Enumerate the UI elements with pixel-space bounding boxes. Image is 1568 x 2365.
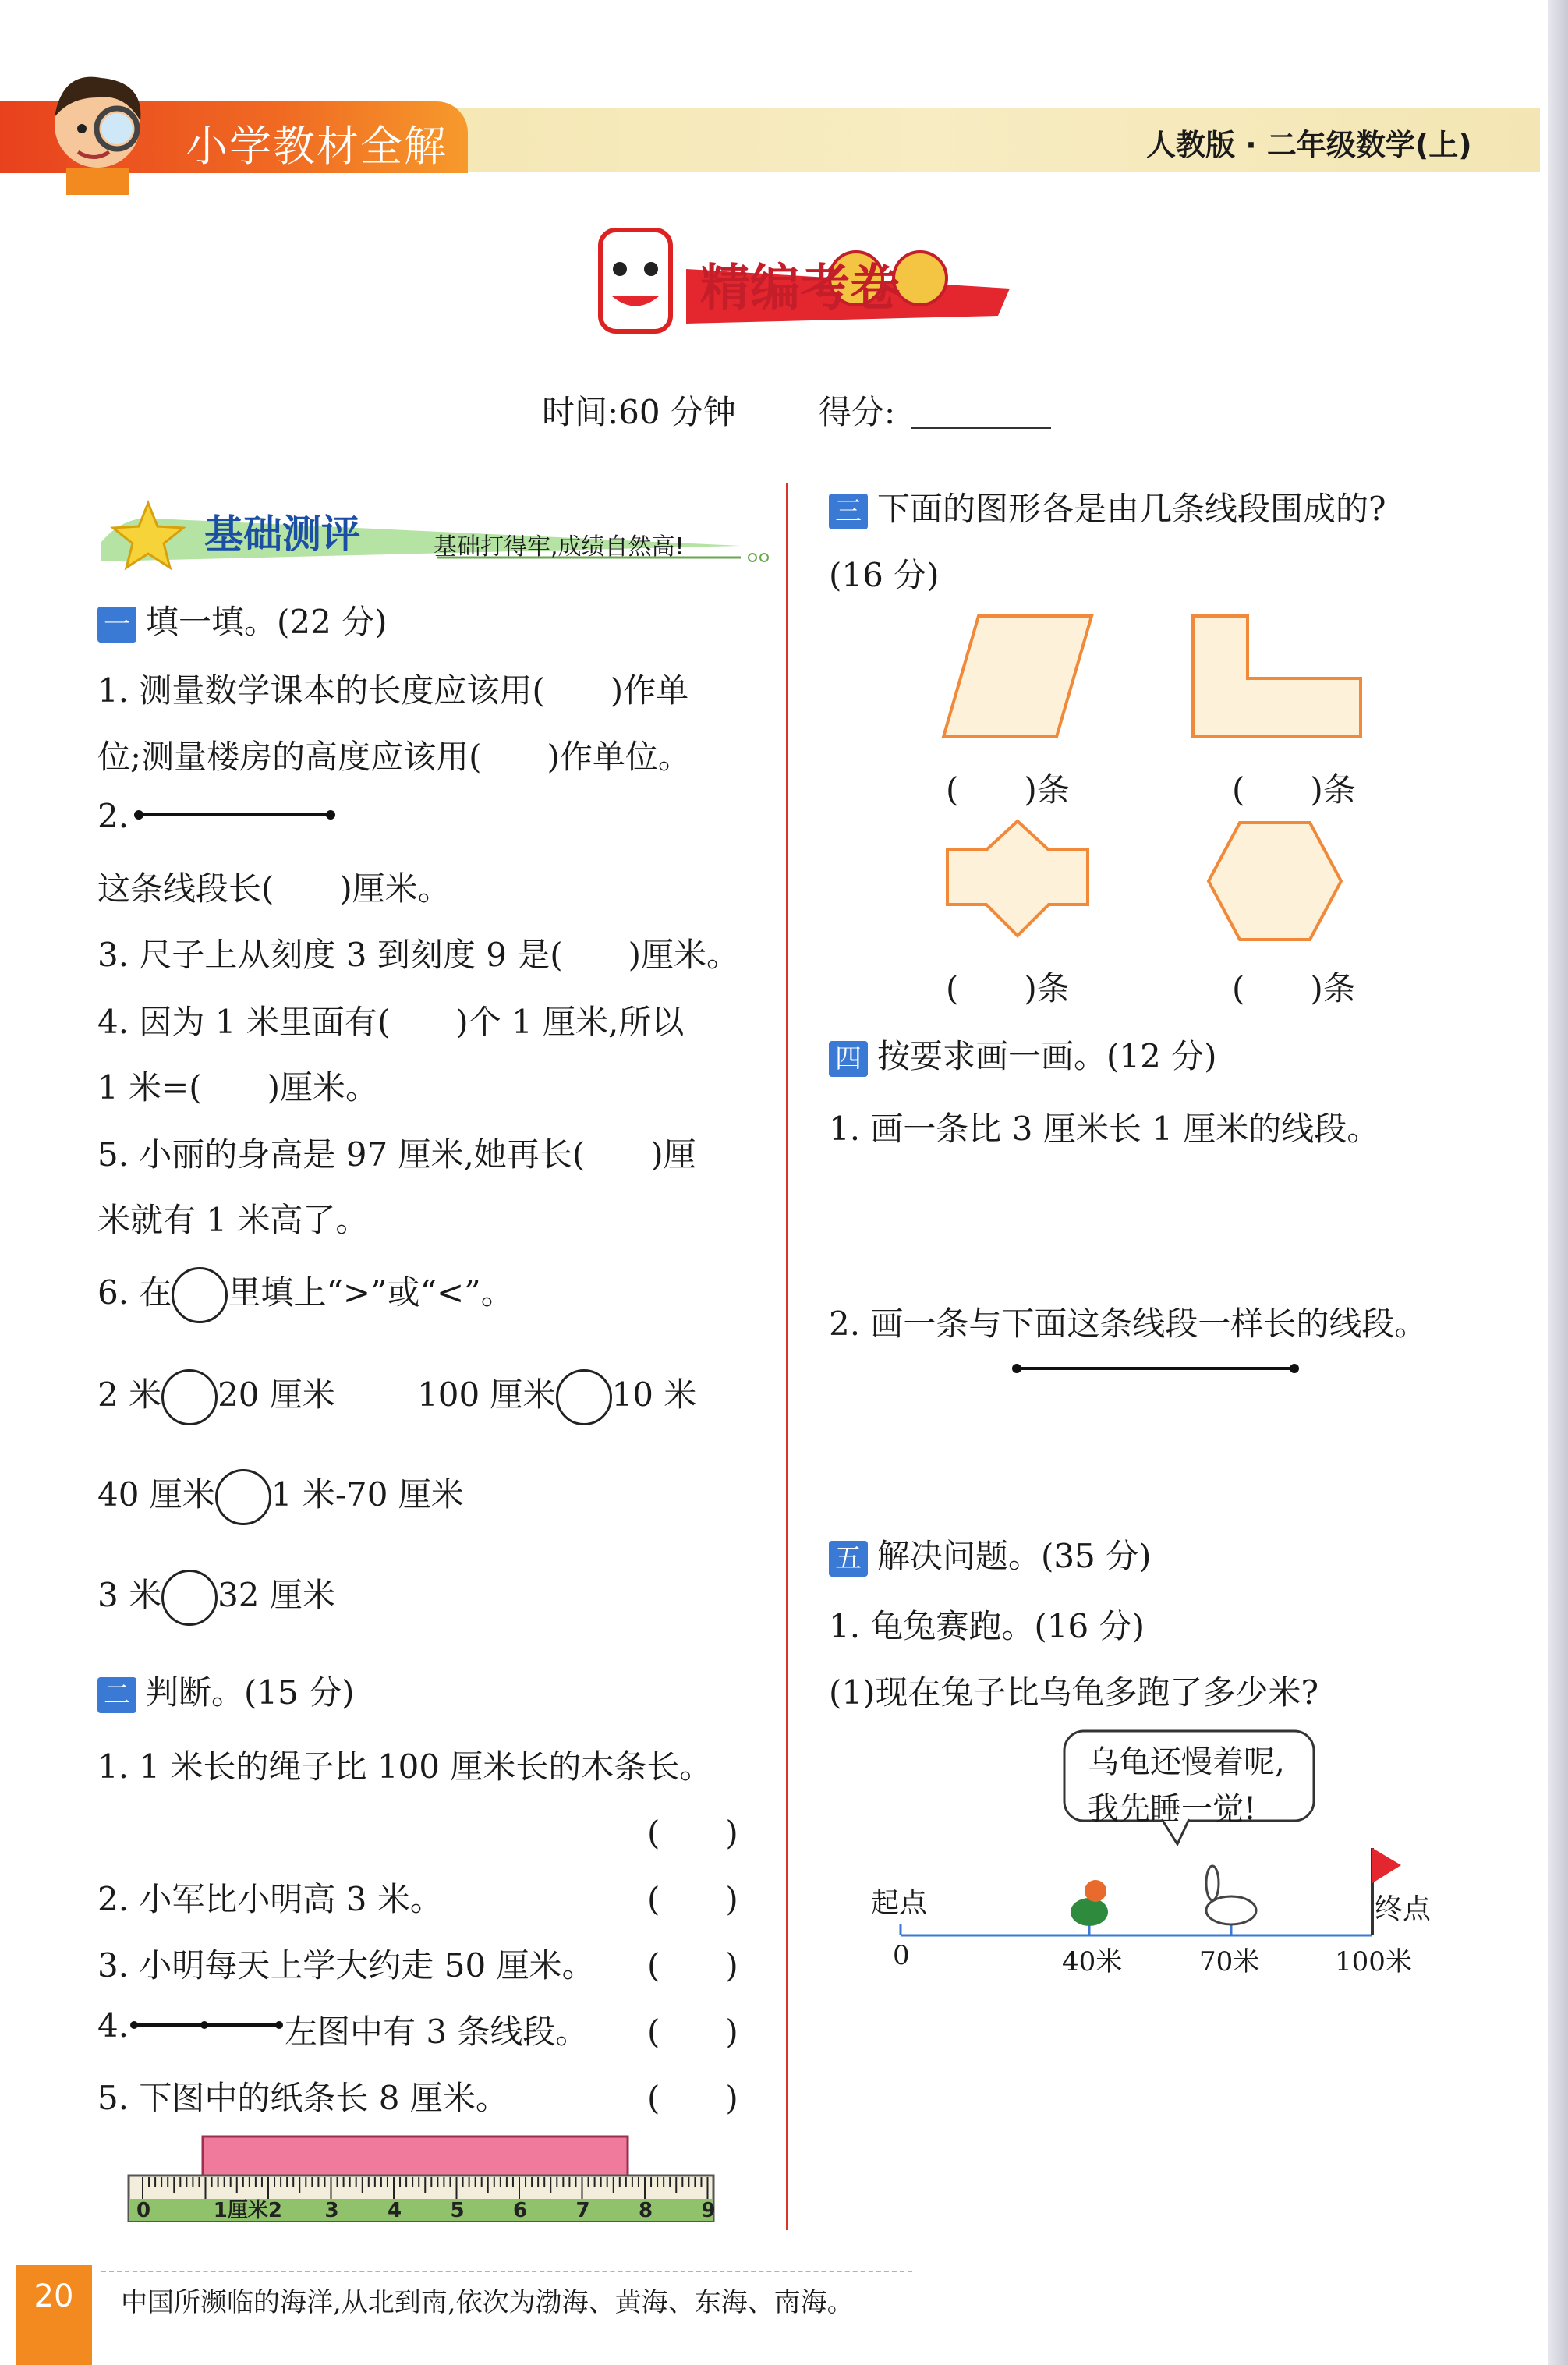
ruler-label: 3 <box>324 2199 339 2222</box>
judge-5: 5. 下图中的纸条长 8 厘米。 <box>97 2079 508 2117</box>
compare-circle-4[interactable] <box>161 1570 218 1626</box>
q4-heading <box>829 1031 1217 1078</box>
judge-4-num: 4. <box>97 2006 129 2045</box>
compare-3-left: 40 厘米 <box>97 1475 215 1514</box>
page-number: 20 <box>16 2265 92 2365</box>
q3-heading-score: (16 分) <box>829 556 940 594</box>
ruler-label: 9 <box>701 2199 716 2222</box>
q5-heading-text: 解决问题。(35 分) <box>877 1537 1152 1575</box>
q2-number: 二 <box>97 1677 136 1713</box>
compare-circle[interactable] <box>172 1267 228 1323</box>
mark-70: 70米 <box>1199 1946 1260 1977</box>
q4-number: 四 <box>829 1041 868 1077</box>
mark-40: 40米 <box>1062 1946 1123 1977</box>
mascot-boy-icon <box>31 62 164 195</box>
compare-row-3 <box>97 1469 464 1525</box>
judge-2: 2. 小军比小明高 3 米。 <box>97 1880 443 1918</box>
q1-heading-text: 填一填。(22 分) <box>146 603 388 641</box>
compare-2-right: 10 米 <box>611 1375 697 1414</box>
bubble-line-2: 我先睡一觉! <box>1088 1791 1257 1827</box>
q3-heading-text: 下面的图形各是由几条线段围成的? <box>877 490 1386 528</box>
start-label: 起点 <box>871 1887 928 1919</box>
q1-item-6 <box>97 1267 514 1323</box>
compare-1-right: 20 厘米 <box>218 1375 335 1414</box>
page-edge <box>1548 0 1568 2365</box>
compare-4-right: 32 厘米 <box>218 1576 335 1614</box>
q3-answer-3[interactable]: ( )条 <box>946 969 1070 1007</box>
q1-number: 一 <box>97 607 136 643</box>
q1-item-2b: 这条线段长( )厘米。 <box>97 869 451 908</box>
time-limit: 时间:60 分钟 <box>542 393 736 431</box>
q3-answer-1[interactable]: ( )条 <box>946 770 1070 809</box>
q1-item-2-num: 2. <box>97 797 129 835</box>
ruler-label: 8 <box>639 2199 653 2222</box>
ruler-label: 4 <box>388 2199 402 2222</box>
q5-problem-1: 1. 龟兔赛跑。(16 分) <box>829 1607 1145 1645</box>
judge-2-paren[interactable]: ( ) <box>647 1880 738 1918</box>
q5-number: 五 <box>829 1541 868 1577</box>
footer-rule <box>101 2271 912 2272</box>
shape-parallelogram <box>940 612 1095 741</box>
q4-item-2: 2. 画一条与下面这条线段一样长的线段。 <box>829 1305 1428 1343</box>
q4-item-1: 1. 画一条比 3 厘米长 1 厘米的线段。 <box>829 1110 1380 1148</box>
compare-2-left: 100 厘米 <box>417 1375 556 1414</box>
judge-4: 左图中有 3 条线段。 <box>285 2013 589 2051</box>
compare-1-left: 2 米 <box>97 1375 162 1414</box>
footer-note: 中国所濒临的海洋,从北到南,依次为渤海、黄海、东海、南海。 <box>121 2287 854 2318</box>
edition-label: 人教版 · 二年级数学(上) <box>1146 128 1472 162</box>
q1-item-4a: 4. 因为 1 米里面有( )个 1 厘米,所以 <box>97 1003 685 1041</box>
judge-1-paren[interactable]: ( ) <box>647 1814 738 1852</box>
q1-item-3: 3. 尺子上从刻度 3 到刻度 9 是( )厘米。 <box>97 936 740 974</box>
q3-answer-2[interactable]: ( )条 <box>1232 770 1356 809</box>
shape-l-hexagon <box>1189 612 1364 741</box>
q2-heading <box>97 1667 355 1714</box>
q1-item-5b: 米就有 1 米高了。 <box>97 1201 369 1239</box>
judge-4-segments <box>131 2013 284 2037</box>
q4-reference-segment <box>1012 1357 1301 1380</box>
judge-3: 3. 小明每天上学大约走 50 厘米。 <box>97 1946 595 1984</box>
q1-item-6a: 6. 在 <box>97 1273 172 1312</box>
q1-item-4b: 1 米=( )厘米。 <box>97 1068 379 1106</box>
q5-problem-1a: (1)现在兔子比乌龟多跑了多少米? <box>829 1673 1319 1712</box>
compare-circle-1[interactable] <box>161 1369 218 1425</box>
q1-item-5a: 5. 小丽的身高是 97 厘米,她再长( )厘 <box>97 1135 696 1174</box>
judge-1: 1. 1 米长的绳子比 100 厘米长的木条长。 <box>97 1747 713 1786</box>
compare-3-right: 1 米-70 厘米 <box>271 1475 464 1514</box>
ruler-label: 5 <box>450 2199 465 2222</box>
judge-3-paren[interactable]: ( ) <box>647 1946 738 1984</box>
score-blank[interactable] <box>911 427 1051 429</box>
judge-5-paren[interactable]: ( ) <box>647 2079 738 2117</box>
ruler-label: 6 <box>513 2199 528 2222</box>
column-divider <box>786 483 788 2230</box>
q4-heading-text: 按要求画一画。(12 分) <box>877 1037 1217 1075</box>
section-title: 基础测评 <box>204 512 360 557</box>
ruler-figure <box>129 2137 716 2222</box>
compare-row-4 <box>97 1570 335 1626</box>
judge-4-paren[interactable]: ( ) <box>647 2013 738 2051</box>
q1-item-6b: 里填上“>”或“<”。 <box>228 1273 514 1312</box>
compare-row-1 <box>97 1369 335 1425</box>
finish-label: 终点 <box>1375 1893 1432 1925</box>
compare-row-2 <box>417 1369 696 1425</box>
q1-heading <box>97 597 388 643</box>
mark-0: 0 <box>893 1940 910 1971</box>
series-title: 小学教材全解 <box>186 122 448 171</box>
shape-hexagon <box>1205 819 1345 944</box>
compare-circle-2[interactable] <box>556 1369 612 1425</box>
q3-number: 三 <box>829 494 868 529</box>
q1-segment <box>134 803 337 827</box>
compare-4-left: 3 米 <box>97 1576 162 1614</box>
q1-item-1a: 1. 测量数学课本的长度应该用( )作单 <box>97 671 689 710</box>
score-label: 得分: <box>819 393 896 431</box>
compare-circle-3[interactable] <box>215 1469 271 1525</box>
exam-title: 精编考卷 <box>700 260 900 317</box>
q3-heading <box>829 483 1386 530</box>
ruler-label: 1厘米2 <box>213 2199 282 2222</box>
q5-heading <box>829 1531 1152 1577</box>
section-slogan: 基础打得牢,成绩自然高! <box>434 533 685 561</box>
q1-item-1b: 位;测量楼房的高度应该用( )作单位。 <box>97 738 691 776</box>
mark-100: 100米 <box>1335 1946 1412 1977</box>
q3-answer-4[interactable]: ( )条 <box>1232 969 1356 1007</box>
bubble-line-1: 乌龟还慢着呢, <box>1088 1744 1285 1780</box>
ruler-label: 7 <box>575 2199 590 2222</box>
shape-cross <box>943 819 1092 940</box>
q2-heading-text: 判断。(15 分) <box>146 1673 355 1712</box>
ruler-label: 0 <box>136 2199 151 2222</box>
